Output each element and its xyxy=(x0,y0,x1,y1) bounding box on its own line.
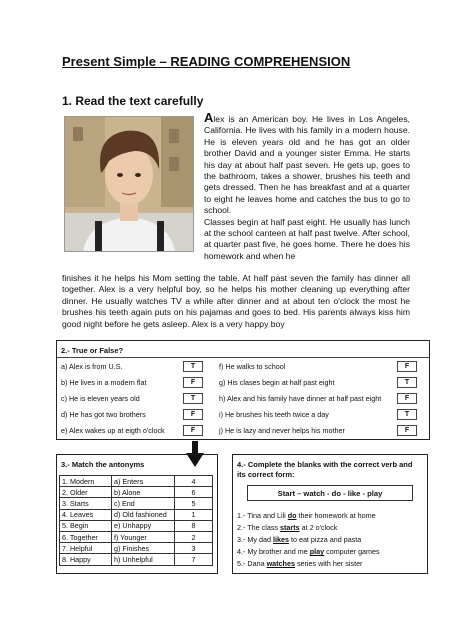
tf-answer-box[interactable]: F xyxy=(397,361,417,372)
antonym-cell: c) End xyxy=(112,498,175,509)
sentence-start: 5.- Dana xyxy=(237,559,267,568)
tf-answer-box[interactable]: F xyxy=(397,425,417,436)
complete-blanks-exercise xyxy=(232,454,428,574)
word-cell: 8. Happy xyxy=(60,554,112,565)
tf-answer-box[interactable]: T xyxy=(183,393,203,404)
table-row xyxy=(60,476,213,487)
tf-statement: f) He walks to school xyxy=(219,362,286,371)
worksheet-title: Present Simple – READING COMPREHENSION xyxy=(62,54,351,69)
answer-cell[interactable]: 8 xyxy=(175,520,213,531)
blank-answer[interactable]: starts xyxy=(280,523,300,532)
sentence-start: 3.- My dad xyxy=(237,535,273,544)
sentence-end: computer games xyxy=(324,547,380,556)
table-row xyxy=(60,531,213,542)
table-row xyxy=(60,509,213,520)
blank-sentence xyxy=(237,547,380,556)
reading-text-part-1: lex is an American boy. He lives in Los Angeles, California. He lives with his family in a modern house. He is eleven years old and he has got an older brother David and a younger sister Emma. He starts his day at about half past seven. He gets up, goes to the bathroom, takes a shower, brushes his teeth and gets dressed. Then he has breakfast and at a quarter to eight he leaves home and catches the bus to go to school. xyxy=(204,114,410,216)
answer-cell[interactable]: 5 xyxy=(175,498,213,509)
answer-cell[interactable]: 1 xyxy=(175,509,213,520)
antonym-cell: h) Unhelpful xyxy=(112,554,175,565)
blanks-title: 4.- Complete the blanks with the correct verb and its correct form: xyxy=(237,460,413,479)
table-row xyxy=(60,543,213,554)
answer-cell[interactable]: 7 xyxy=(175,554,213,565)
blank-answer[interactable]: play xyxy=(309,547,325,556)
answer-cell[interactable]: 3 xyxy=(175,543,213,554)
answer-cell[interactable]: 6 xyxy=(175,487,213,498)
antonym-cell: a) Enters xyxy=(112,476,175,487)
word-cell: 1. Modern xyxy=(60,476,112,487)
tf-answer-box[interactable]: F xyxy=(183,377,203,388)
sentence-end: at 2 o'clock xyxy=(299,523,338,532)
word-cell: 5. Begin xyxy=(60,520,112,531)
sentence-start: 4.- My brother and me xyxy=(237,547,310,556)
antonyms-table xyxy=(59,475,213,566)
tf-answer-box[interactable]: T xyxy=(397,377,417,388)
true-false-exercise xyxy=(56,340,430,440)
antonym-cell: e) Unhappy xyxy=(112,520,175,531)
boy-portrait-image xyxy=(65,117,193,251)
blank-sentence xyxy=(237,559,362,568)
sentence-end: to eat pizza and pasta xyxy=(288,535,362,544)
table-row xyxy=(60,520,213,531)
tf-answer-box[interactable]: T xyxy=(397,409,417,420)
boy-photo xyxy=(64,116,194,252)
tf-answer-box[interactable]: T xyxy=(183,361,203,372)
tf-statement: g) His clases begin at half past eight xyxy=(219,378,335,387)
blank-answer[interactable]: do xyxy=(287,511,297,520)
tf-statement: d) He has got two brothers xyxy=(61,410,146,419)
answer-cell[interactable]: 2 xyxy=(175,531,213,542)
tf-statement: j) He is lazy and never helps his mother xyxy=(219,426,345,435)
drop-cap: A xyxy=(204,110,214,125)
blank-sentence xyxy=(237,523,337,532)
divider xyxy=(57,357,429,358)
word-cell: 6. Together xyxy=(60,531,112,542)
answer-cell[interactable]: 4 xyxy=(175,476,213,487)
blank-answer[interactable]: watches xyxy=(266,559,295,568)
sentence-start: 1.- Tina and Lili xyxy=(237,511,288,520)
antonym-cell: g) Finishes xyxy=(112,543,175,554)
section-heading: 1. Read the text carefully xyxy=(62,94,204,108)
tf-answer-box[interactable]: F xyxy=(183,409,203,420)
word-cell: 3. Starts xyxy=(60,498,112,509)
antonyms-title: 3.- Match the antonyms xyxy=(61,460,145,469)
word-cell: 2. Older xyxy=(60,487,112,498)
table-row xyxy=(60,487,213,498)
blank-answer[interactable]: likes xyxy=(272,535,289,544)
antonym-cell: b) Alone xyxy=(112,487,175,498)
tf-statement: h) Alex and his family have dinner at half past eight xyxy=(219,394,382,403)
true-false-title: 2.- True or False? xyxy=(61,346,124,355)
reading-text-paragraph-2: finishes it he helps his Mom setting the table. At half past seven the family has dinner all together. Alex is a very helpful boy, so he helps his mother cleaning up everything after dinner. He usually watches TV a while after dinner and at about ten o'clock the most he brushes his teeth again puts on his pajamas and goes to bed. His parents always kiss him good night before he gets asleep. Alex is a very happy boy xyxy=(62,273,410,329)
reading-text-paragraph-1 xyxy=(204,112,410,262)
tf-statement: e) Alex wakes up at eigth o'clock xyxy=(61,426,165,435)
word-bank: Start – watch - do - like - play xyxy=(247,485,413,501)
table-row xyxy=(60,498,213,509)
tf-answer-box[interactable]: F xyxy=(183,425,203,436)
reading-text-part-2: Classes begin at half past eight. He usually has lunch at the school canteen at half past twelve. After school, at quarter past five, he goes home. There he does his homework and when he xyxy=(204,216,410,261)
antonyms-exercise xyxy=(56,454,218,574)
tf-statement: a) Alex is from U.S. xyxy=(61,362,123,371)
table-row xyxy=(60,554,213,565)
tf-statement: c) He is eleven years old xyxy=(61,394,140,403)
sentence-end: their homework at home xyxy=(296,511,376,520)
tf-statement: i) He brushes his teeth twice a day xyxy=(219,410,329,419)
blank-sentence xyxy=(237,511,376,520)
antonym-cell: f) Younger xyxy=(112,531,175,542)
sentence-start: 2.- The class xyxy=(237,523,281,532)
word-cell: 7. Helpful xyxy=(60,543,112,554)
antonym-cell: d) Old fashioned xyxy=(112,509,175,520)
tf-statement: b) He lives in a modern flat xyxy=(61,378,147,387)
tf-answer-box[interactable]: F xyxy=(397,393,417,404)
word-cell: 4. Leaves xyxy=(60,509,112,520)
sentence-end: series with her sister xyxy=(294,559,363,568)
blank-sentence xyxy=(237,535,361,544)
